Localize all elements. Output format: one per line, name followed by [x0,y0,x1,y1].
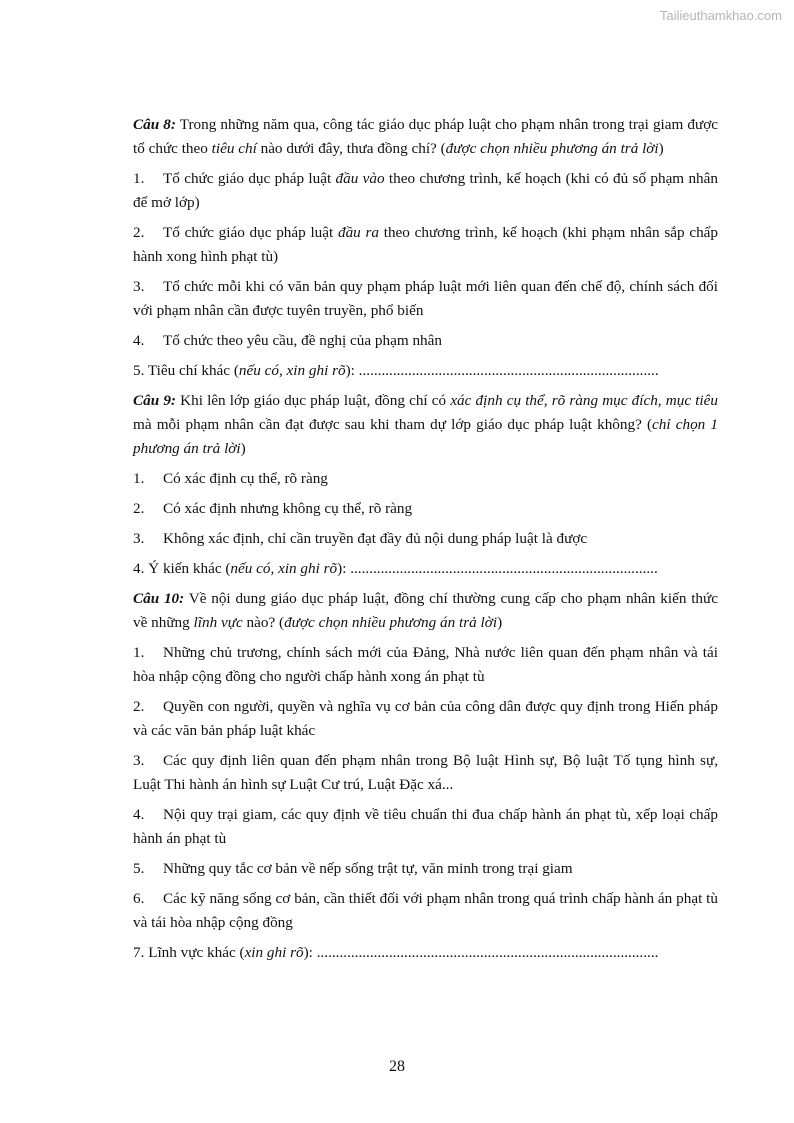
question-text: nào? ( [242,614,285,631]
option [133,221,718,269]
option-emphasis: đầu vào [335,170,385,187]
option-number: 2. [133,500,145,517]
question-instruction: được chọn nhiều phương án trả lời [445,140,659,157]
question-8 [133,113,718,161]
question-text: Khi lên lớp giáo dục pháp luật, đồng chí có [175,392,451,409]
option [133,803,718,851]
option [133,167,718,215]
option-number: 1. [133,170,145,187]
option [133,749,718,797]
question-9 [133,389,718,461]
option [133,527,718,551]
other-instruction: nếu có, xin ghi rõ [230,560,338,577]
option-number: 3. [133,752,145,769]
option [133,857,718,881]
question-emphasis: xác định cụ thể, rõ ràng mục đích, mục tiêu [450,392,718,409]
option-number: 4. [133,806,145,823]
question-text: ) [658,140,664,157]
option-text: Nội quy trại giam, các quy định về tiêu chuẩn thi đua chấp hành án phạt tù, xếp loại chấp hành án phạt tù [133,806,718,847]
answer-blank: ): .......................................................................................... [303,944,659,961]
other-option [133,941,718,965]
option [133,497,718,521]
option-number: 2. [133,698,145,715]
question-label: Câu 10: [133,590,185,607]
page-number: 28 [389,1058,405,1075]
question-text: mà mỗi phạm nhân cần đạt được sau khi tham dự lớp giáo dục pháp luật không? ( [133,416,653,433]
option-emphasis: đầu ra [337,224,379,241]
option-text: Tổ chức mỗi khi có văn bản quy phạm pháp luật mới liên quan đến chế độ, chính sách đối với phạm nhân cần được tuyên truyền, phổ biến [133,278,718,319]
option-text: Những quy tắc cơ bản về nếp sống trật tự, văn minh trong trại giam [163,860,573,877]
option-text: Quyền con người, quyền và nghĩa vụ cơ bản của công dân được quy định trong Hiến pháp và các văn bản pháp luật khác [133,698,718,739]
other-text: 4. Ý kiến khác ( [133,560,231,577]
option [133,467,718,491]
option-number: 1. [133,470,145,487]
option-number: 6. [133,890,145,907]
option-number: 5. [133,860,145,877]
option-text: Tổ chức giáo dục pháp luật [163,224,338,241]
other-instruction: nếu có, xin ghi rõ [238,362,346,379]
option [133,275,718,323]
option-text: Các kỹ năng sống cơ bản, cần thiết đối với phạm nhân trong quá trình chấp hành án phạt tù và tái hòa nhập cộng đồng [133,890,718,931]
answer-blank: ): ............................................................................... [345,362,659,379]
option [133,887,718,935]
option-text: Tổ chức giáo dục pháp luật [163,170,336,187]
question-label: Câu 8: [133,116,176,133]
other-instruction: xin ghi rõ [244,944,304,961]
watermark: Tailieuthamkhao.com [659,8,782,23]
option-text: theo chương trình, kế hoạch (khi phạm nhân sắp chấp hành xong hình phạt tù) [133,224,718,265]
question-10 [133,587,718,635]
option-text: Những chủ trương, chính sách mới của Đảng, Nhà nước liên quan đến phạm nhân và tái hòa nhập cộng đồng cho người chấp hành xong án phạt tù [133,644,718,685]
question-text: Về nội dung giáo dục pháp luật, đồng chí thường cung cấp cho phạm nhân kiến thức về những [133,590,718,631]
option-text: Có xác định cụ thể, rõ ràng [163,470,328,487]
option [133,329,718,353]
question-instruction: được chọn nhiều phương án trả lời [284,614,498,631]
question-text: Trong những năm qua, công tác giáo dục pháp luật cho phạm nhân trong trại giam được tổ chức theo [133,116,718,157]
question-text: ) [240,440,246,457]
answer-blank: ): ................................................................................. [337,560,658,577]
other-option [133,557,718,581]
question-text: ) [497,614,503,631]
option-number: 3. [133,530,145,547]
option-number: 3. [133,278,145,295]
question-emphasis: tiêu chí [211,140,257,157]
option-text: Có xác định nhưng không cụ thể, rõ ràng [163,500,413,517]
option-text: Không xác định, chỉ cần truyền đạt đầy đủ nội dung pháp luật là được [163,530,588,547]
option-number: 4. [133,332,145,349]
other-text: 7. Lĩnh vực khác ( [133,944,245,961]
question-instruction: chỉ chọn 1 phương án trả lời [133,416,718,457]
option [133,641,718,689]
option-text: theo chương trình, kế hoạch (khi có đủ số phạm nhân để mở lớp) [133,170,718,211]
other-option [133,359,718,383]
option-text: Các quy định liên quan đến phạm nhân trong Bộ luật Hình sự, Bộ luật Tố tụng hình sự, Luật Thi hành án hình sự Luật Cư trú, Luật Đặc xá... [133,752,718,793]
option-text: Tổ chức theo yêu cầu, đề nghị của phạm nhân [163,332,442,349]
other-text: 5. Tiêu chí khác ( [133,362,239,379]
option-number: 2. [133,224,145,241]
question-emphasis: lĩnh vực [193,614,243,631]
option [133,695,718,743]
document-body [133,113,718,971]
question-label: Câu 9: [133,392,176,409]
question-text: nào dưới đây, thưa đồng chí? ( [256,140,446,157]
option-number: 1. [133,644,145,661]
